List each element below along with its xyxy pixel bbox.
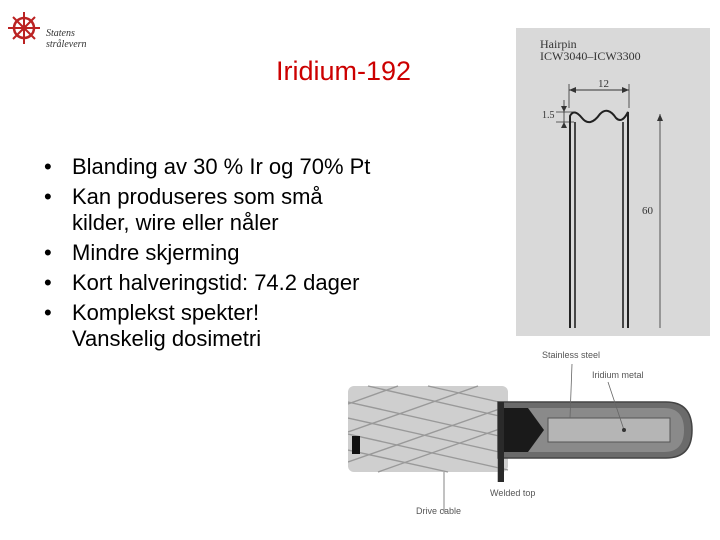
logo [6,8,96,58]
dim-width-label: 12 [598,78,609,90]
dim-tip-label: 1.5 [542,110,555,121]
label-iridium-metal: Iridium metal [592,370,644,380]
bullet-text: Blanding av 30 % Ir og 70% Pt [72,154,371,179]
bullet-text: Mindre skjerming [72,240,240,265]
ships-wheel-icon [6,8,42,48]
slide-title: Iridium-192 [276,56,412,86]
dim-length-label: 60 [642,205,653,217]
logo-line-2: strålevern [46,39,87,50]
bullet-text-line-2: kilder, wire eller nåler [72,210,279,235]
bullet-text: Kort halveringstid: 74.2 dager [72,270,360,295]
bullet-item [44,184,484,236]
wire-source-drawing [348,342,700,532]
bullet-text-line-1: • Kan produseres som små [72,184,323,209]
hairpin-figure [516,28,710,336]
label-welded-top: Welded top [490,488,536,498]
wire-source-figure [348,342,700,532]
label-drive-cable: Drive cable [416,506,462,516]
bullet-text-line-2: Vanskelig dosimetri [72,326,262,351]
bullet-item [44,270,484,296]
bullet-item [44,240,484,266]
logo-text [46,28,87,50]
bullet-text-line-1: • Komplekst spekter! [72,300,260,325]
logo-line-1: Statens [46,28,75,39]
label-stainless-steel: Stainless steel [542,350,601,360]
bullet-item [44,154,484,180]
hairpin-title-line-1: Hairpin [540,37,577,51]
bullet-list [44,154,484,356]
hairpin-drawing [516,28,710,336]
hairpin-title-line-2: ICW3040–ICW3300 [540,49,641,63]
